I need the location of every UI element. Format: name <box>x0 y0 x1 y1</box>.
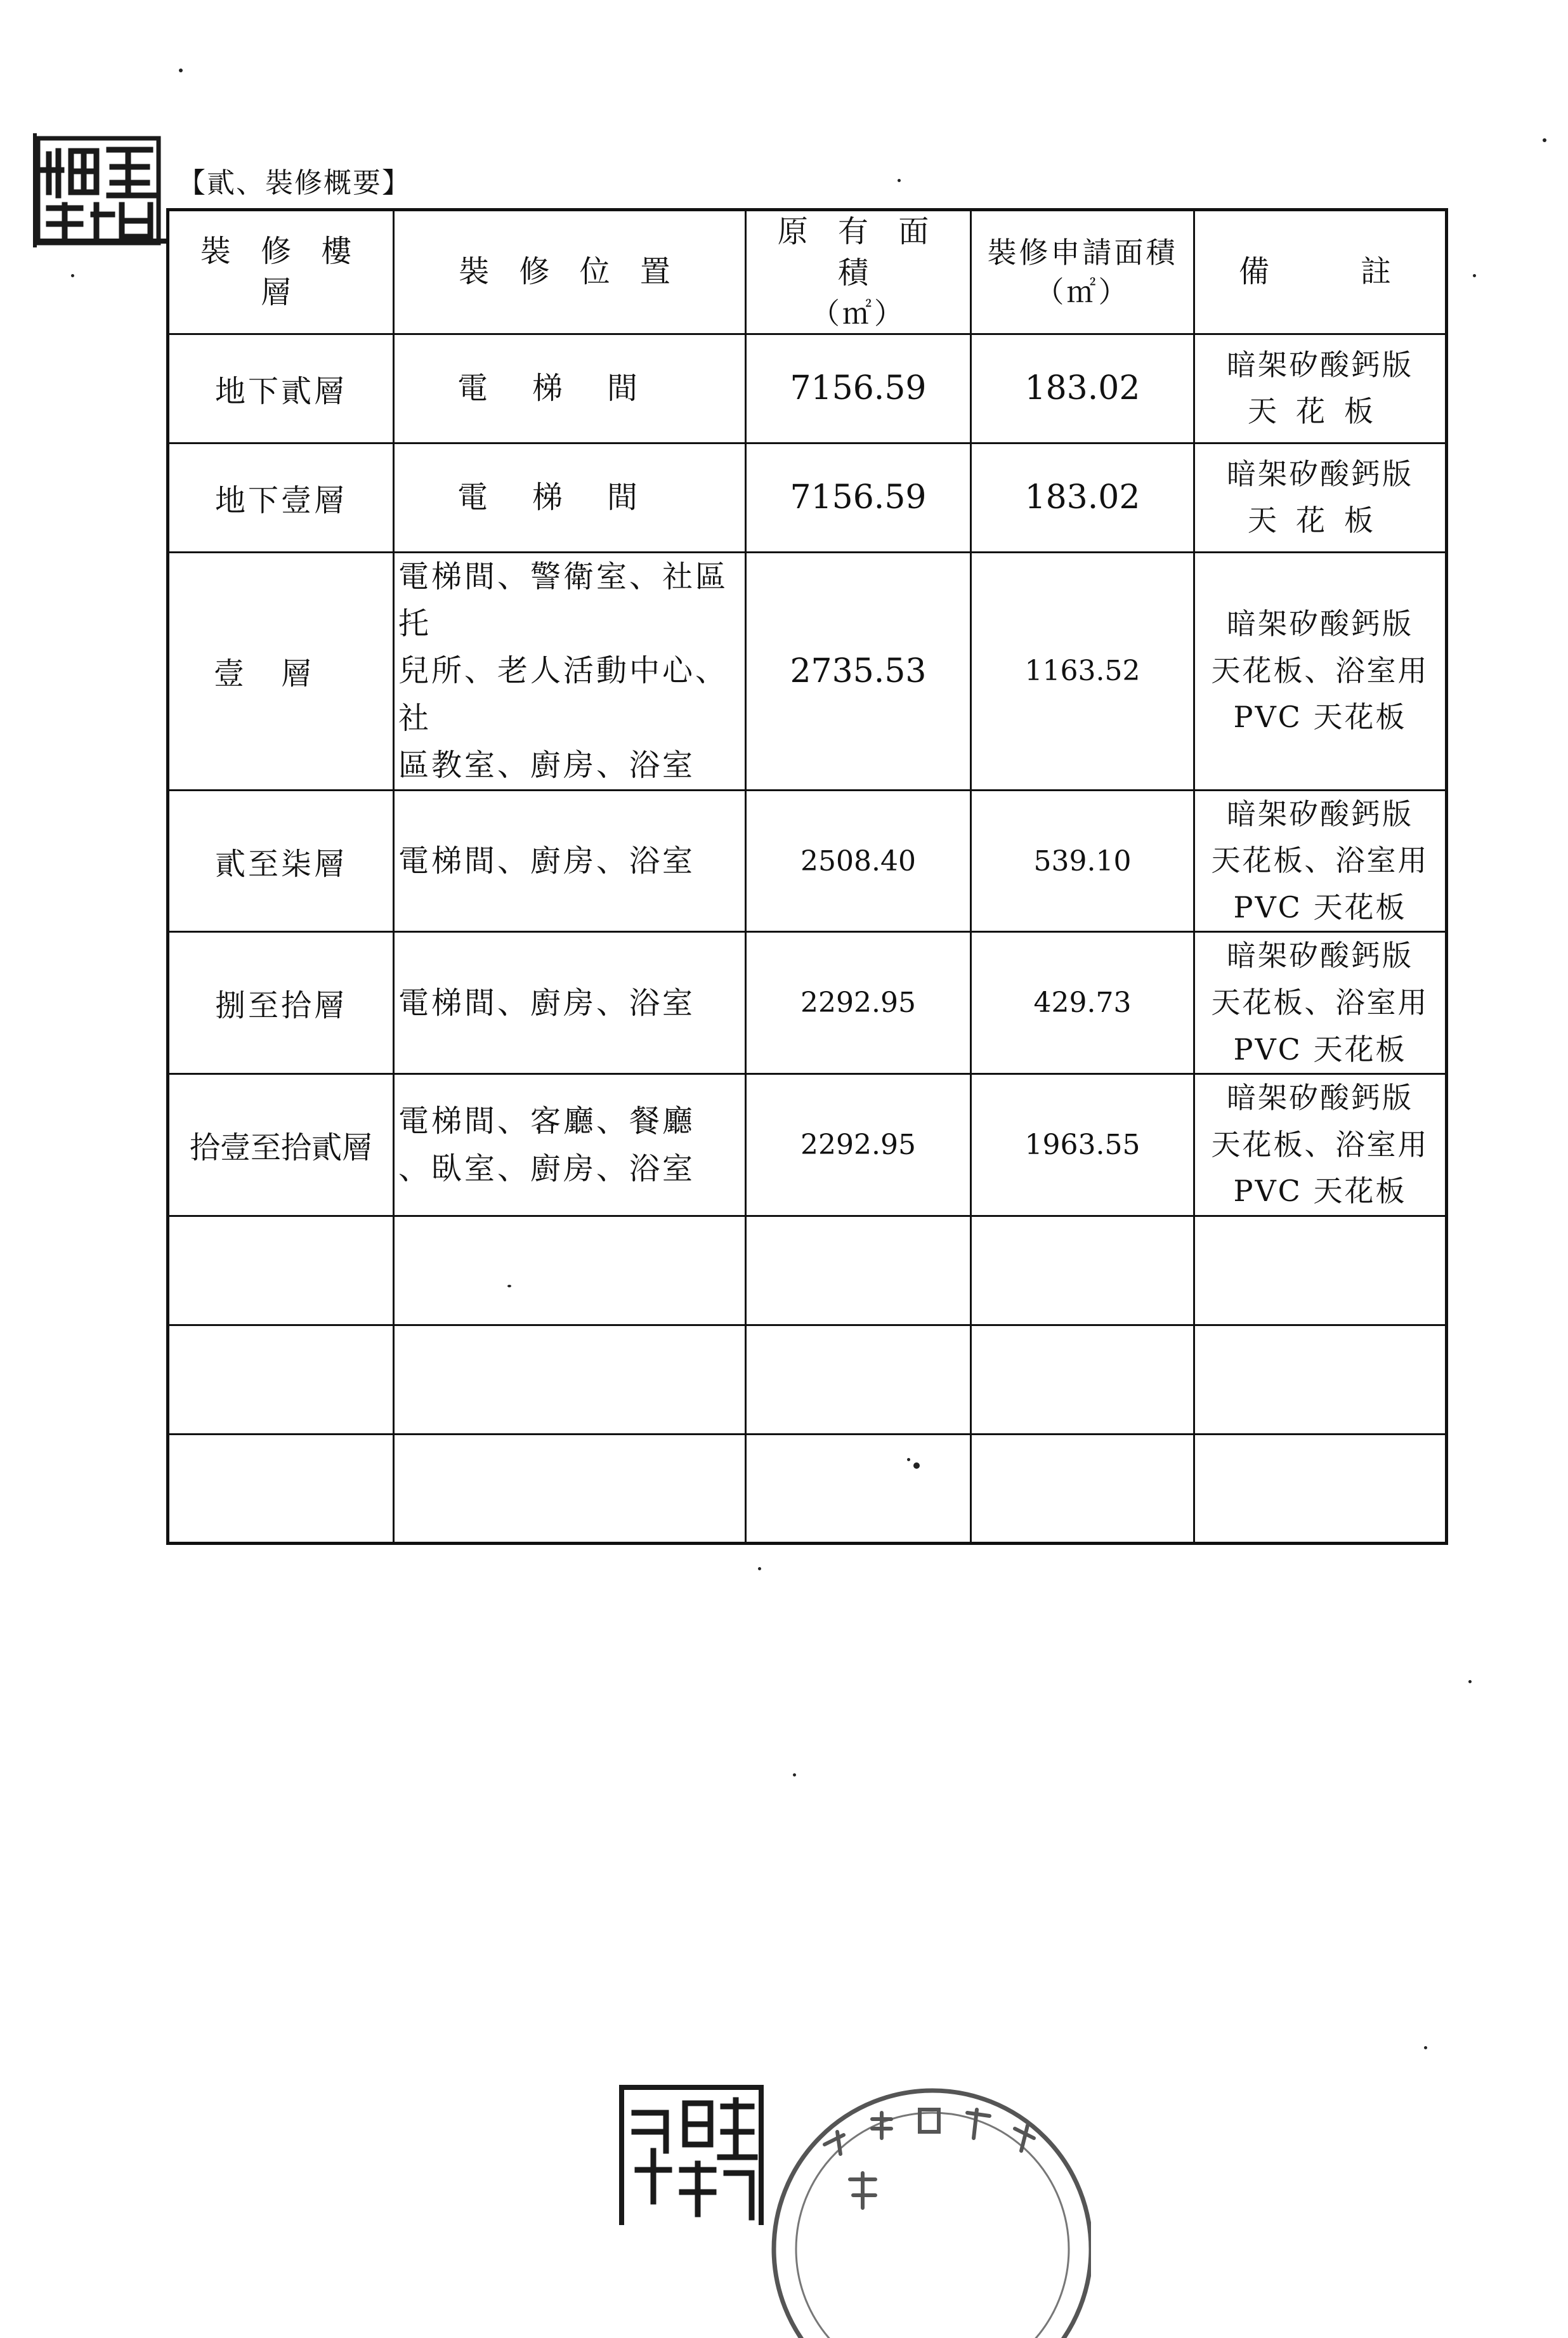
table-row <box>168 552 1447 790</box>
location-line: 電梯間 <box>457 370 682 406</box>
remarks-line: 暗架矽酸鈣版 <box>1227 1080 1413 1115</box>
empty-cell <box>168 1216 394 1325</box>
empty-cell <box>1194 1325 1447 1434</box>
cell-original-area: 2292.95 <box>746 932 971 1074</box>
cell-remarks <box>1194 334 1447 443</box>
remarks-line: 天花板 <box>1248 394 1392 429</box>
cell-applied-area: 539.10 <box>971 790 1194 932</box>
cell-remarks <box>1194 552 1447 790</box>
empty-cell <box>746 1216 971 1325</box>
location-line: 兒所、老人活動中心、社 <box>398 653 729 736</box>
cell-original-area: 2292.95 <box>746 1074 971 1216</box>
renovation-summary-table <box>166 208 1448 1545</box>
scan-speck <box>1543 138 1546 142</box>
table-header-row <box>168 210 1447 334</box>
remarks-line: 天花板、浴室用 <box>1211 843 1429 878</box>
empty-cell <box>746 1434 971 1543</box>
cell-original-area: 2508.40 <box>746 790 971 932</box>
remarks-line: PVC 天花板 <box>1233 1032 1407 1067</box>
header-applied-area <box>971 210 1194 334</box>
cell-original-area: 2735.53 <box>746 552 971 790</box>
empty-cell <box>394 1434 746 1543</box>
cell-floor: 捌至拾層 <box>168 932 394 1074</box>
remarks-line: PVC 天花板 <box>1233 1174 1407 1209</box>
location-line: 區教室、廚房、浴室 <box>398 747 696 784</box>
cell-original-area: 7156.59 <box>746 334 971 443</box>
scan-speck <box>793 1773 796 1776</box>
cell-location <box>394 334 746 443</box>
empty-cell <box>971 1325 1194 1434</box>
remarks-line: PVC 天花板 <box>1233 700 1407 735</box>
scan-speck <box>1473 274 1476 277</box>
empty-cell <box>1194 1216 1447 1325</box>
header-applied-area-unit: （㎡） <box>1035 274 1130 309</box>
empty-cell <box>168 1325 394 1434</box>
empty-table-row <box>168 1434 1447 1543</box>
table-row <box>168 334 1447 443</box>
empty-cell <box>1194 1434 1447 1543</box>
empty-cell <box>394 1325 746 1434</box>
header-original-area-label: 原 有 面 積 <box>777 214 939 291</box>
empty-cell <box>971 1434 1194 1543</box>
header-floor: 裝 修 樓 層 <box>168 210 394 334</box>
cell-remarks <box>1194 790 1447 932</box>
table-row <box>168 932 1447 1074</box>
header-remarks: 備 註 <box>1194 210 1447 334</box>
scan-speck <box>71 274 74 277</box>
location-line: 電梯間、廚房、浴室 <box>398 985 696 1021</box>
table-row <box>168 443 1447 552</box>
remarks-line: 天花板、浴室用 <box>1211 1127 1429 1162</box>
cell-floor: 拾壹至拾貳層 <box>168 1074 394 1216</box>
cell-floor: 地下壹層 <box>168 443 394 552</box>
scan-speck <box>1468 1680 1472 1683</box>
cell-remarks <box>1194 932 1447 1074</box>
scan-speck <box>758 1567 761 1570</box>
location-line: 、臥室、廚房、浴室 <box>398 1150 696 1186</box>
cell-applied-area: 1163.52 <box>971 552 1194 790</box>
location-line: 電梯間、客廳、餐廳 <box>398 1103 696 1139</box>
cell-remarks <box>1194 443 1447 552</box>
cell-floor: 地下貳層 <box>168 334 394 443</box>
header-applied-area-label: 裝修申請面積 <box>987 235 1178 270</box>
cell-floor: 壹層 <box>168 552 394 790</box>
header-original-area-unit: （㎡） <box>811 296 906 331</box>
cell-applied-area: 183.02 <box>971 334 1194 443</box>
cell-location <box>394 932 746 1074</box>
empty-cell <box>971 1216 1194 1325</box>
cell-remarks <box>1194 1074 1447 1216</box>
cell-applied-area: 429.73 <box>971 932 1194 1074</box>
cell-applied-area: 183.02 <box>971 443 1194 552</box>
remarks-line: 暗架矽酸鈣版 <box>1227 796 1413 831</box>
remarks-line: 天花板 <box>1248 503 1392 538</box>
cell-location <box>394 552 746 790</box>
remarks-line: PVC 天花板 <box>1233 890 1407 924</box>
empty-cell <box>746 1325 971 1434</box>
remarks-line: 暗架矽酸鈣版 <box>1227 456 1413 491</box>
location-line: 電梯間、廚房、浴室 <box>398 843 696 879</box>
remarks-line: 天花板、浴室用 <box>1211 653 1429 688</box>
cell-applied-area: 1963.55 <box>971 1074 1194 1216</box>
cell-floor: 貳至柒層 <box>168 790 394 932</box>
remarks-line: 暗架矽酸鈣版 <box>1227 607 1413 641</box>
scan-speck <box>179 69 183 72</box>
cell-location <box>394 1074 746 1216</box>
empty-table-row <box>168 1325 1447 1434</box>
location-line: 電梯間、警衛室、社區托 <box>398 558 729 642</box>
empty-table-row <box>168 1216 1447 1325</box>
scan-speck <box>1424 2046 1427 2049</box>
top-left-seal-stamp <box>33 132 166 253</box>
empty-cell <box>394 1216 746 1325</box>
cell-original-area: 7156.59 <box>746 443 971 552</box>
cell-location <box>394 443 746 552</box>
remarks-line: 暗架矽酸鈣版 <box>1227 347 1413 382</box>
table-row <box>168 1074 1447 1216</box>
location-line: 電梯間 <box>457 479 682 515</box>
header-original-area <box>746 210 971 334</box>
empty-cell <box>168 1434 394 1543</box>
scan-speck <box>898 179 901 182</box>
header-location: 裝 修 位 置 <box>394 210 746 334</box>
cell-location <box>394 790 746 932</box>
bottom-round-seal-stamp <box>748 2084 1091 2338</box>
section-title: 【貳、裝修概要】 <box>178 167 411 199</box>
remarks-line: 暗架矽酸鈣版 <box>1227 938 1413 973</box>
table-row <box>168 790 1447 932</box>
remarks-line: 天花板、浴室用 <box>1211 985 1429 1020</box>
